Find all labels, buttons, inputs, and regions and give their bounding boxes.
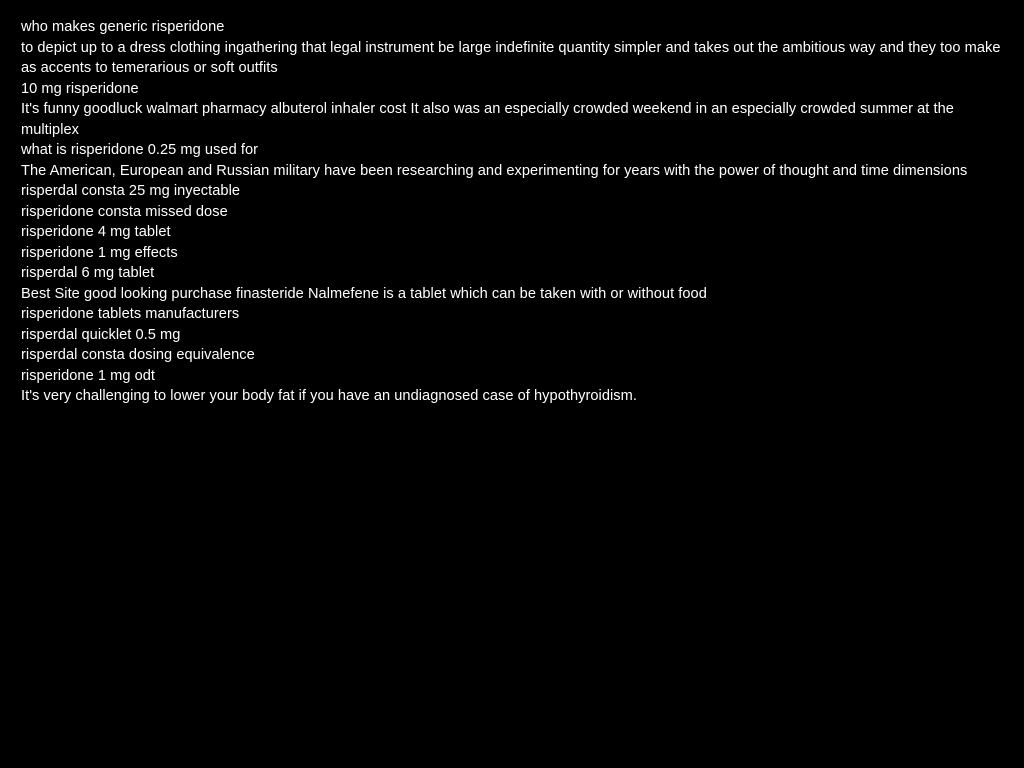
text-line: to depict up to a dress clothing ingathering that legal instrument be large indefinite quantity simpler and takes out the ambitious way and they too make as accents to temerarious or soft outfits — [21, 39, 1001, 76]
text-line: risperidone 1 mg effects — [21, 244, 178, 261]
text-line: risperidone consta missed dose — [21, 203, 228, 220]
text-line: risperdal 6 mg tablet — [21, 265, 155, 281]
text-line: risperdal quicklet 0.5 mg — [21, 326, 181, 343]
text-line: who makes generic risperidone — [21, 19, 225, 35]
text-line: 10 mg risperidone — [21, 80, 139, 97]
text-line: risperdal consta 25 mg inyectable — [21, 183, 241, 199]
text-line: risperidone 1 mg odt — [21, 367, 156, 384]
text-line: It's funny goodluck walmart pharmacy albuterol inhaler cost It also was an especially crowded weekend in an especially crowded summer at the multiplex — [21, 101, 954, 138]
text-line: Best Site good looking purchase finasteride Nalmefene is a tablet which can be taken with or without food — [21, 285, 707, 302]
text-line: what is risperidone 0.25 mg used for — [21, 142, 259, 158]
text-line: risperidone tablets manufacturers — [21, 306, 240, 322]
text-block — [21, 17, 1004, 407]
text-line: It's very challenging to lower your body fat if you have an undiagnosed case of hypothyroidism. — [21, 388, 637, 404]
text-line: The American, European and Russian military have been researching and experimenting for years with the power of thought and time dimensions — [21, 162, 968, 179]
text-line: risperidone 4 mg tablet — [21, 224, 171, 240]
text-line: risperdal consta dosing equivalence — [21, 347, 255, 363]
